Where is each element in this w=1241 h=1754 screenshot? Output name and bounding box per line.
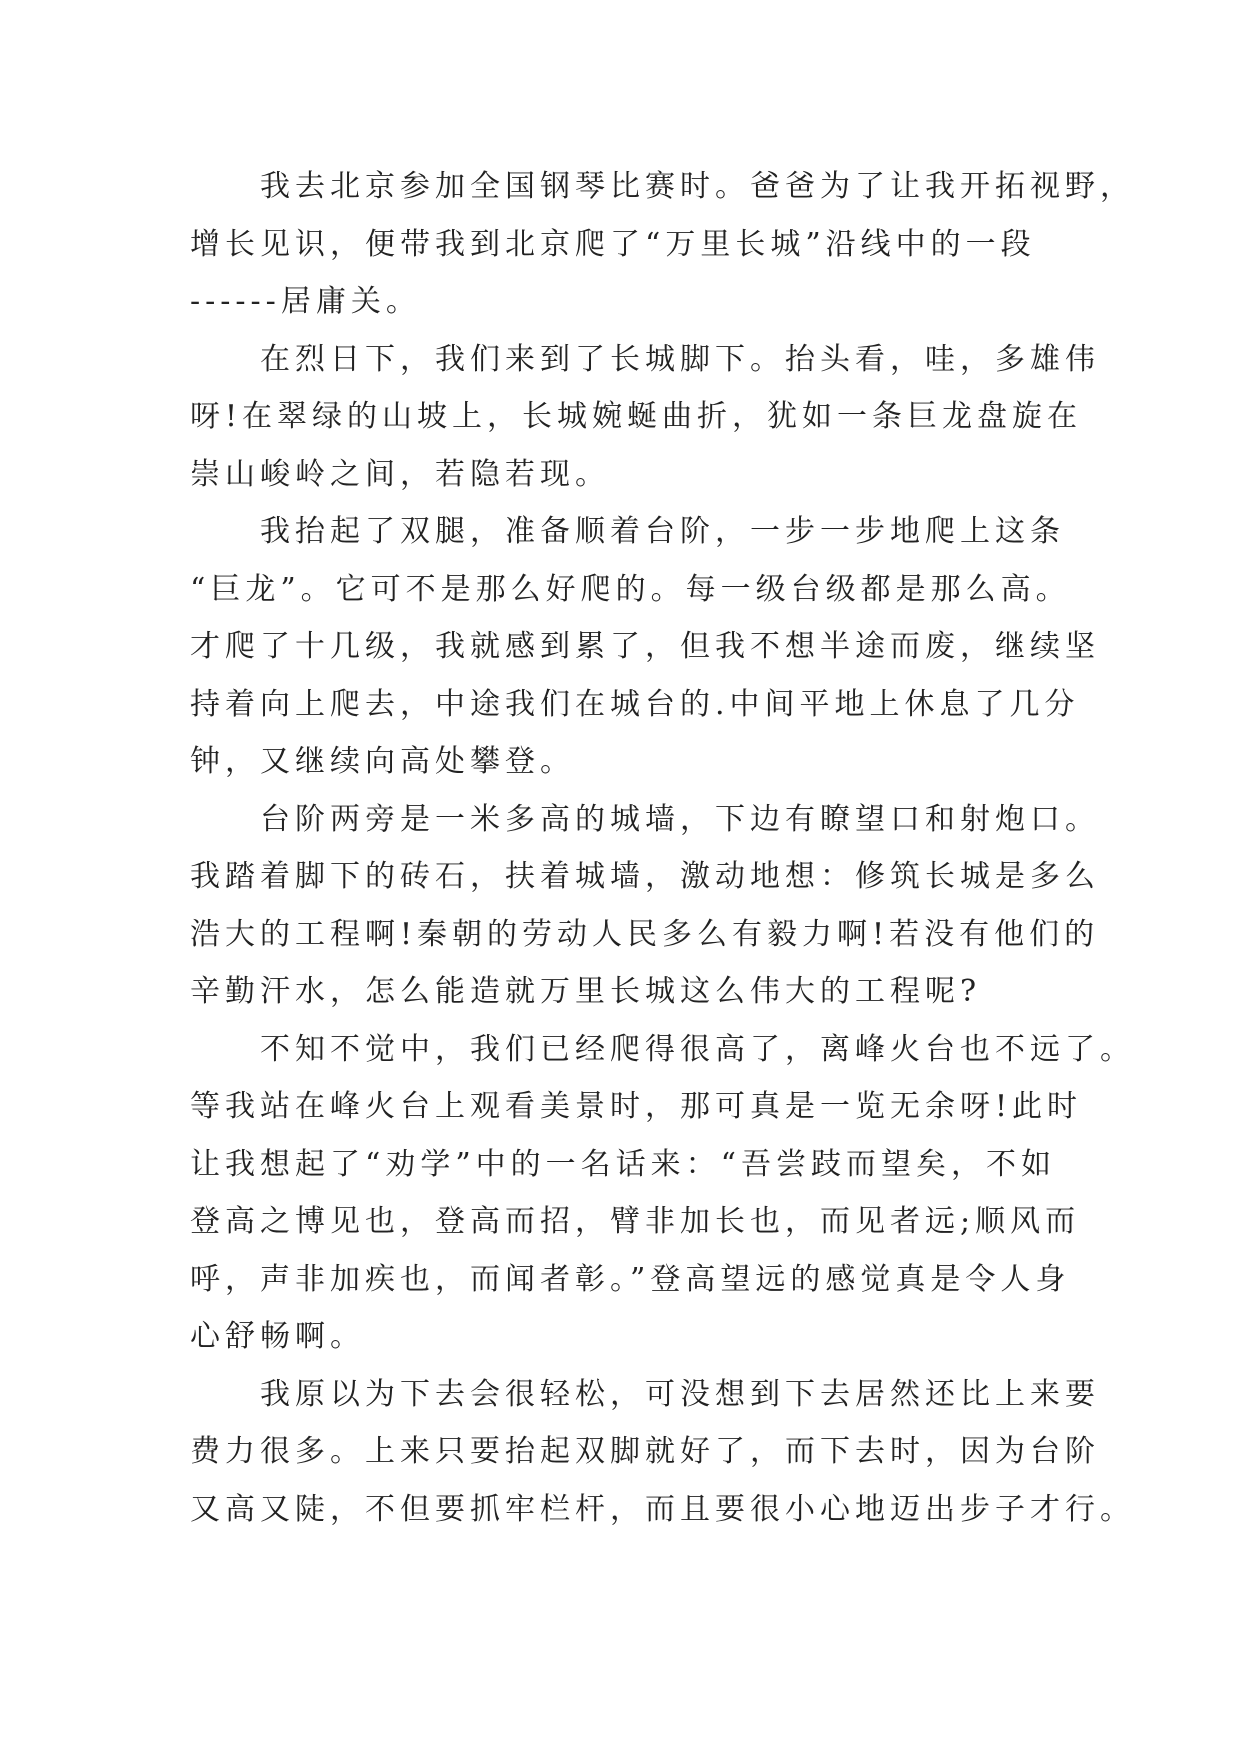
text-line: 辛勤汗水，怎么能造就万里长城这么伟大的工程呢?: [190, 974, 982, 1009]
article-body: [190, 158, 1135, 1538]
text-line: “巨龙”。它可不是那么好爬的。每一级台级都是那么高。: [190, 571, 1071, 607]
text-line: 心舒畅啊。: [190, 1319, 365, 1354]
text-line: 我抬起了双腿，准备顺着台阶，一步一步地爬上这条: [260, 514, 1065, 549]
text-line: 呼，声非加疾也，而闻者彰。”登高望远的感觉真是令人身: [190, 1261, 1071, 1297]
text-line: 崇山峻岭之间，若隐若现。: [190, 456, 610, 492]
paragraph-3: [190, 503, 1100, 791]
text-line: 我去北京参加全国钢琴比赛时。爸爸为了让我开拓视野，: [260, 169, 1135, 204]
text-line: 登高之博见也，登高而招，臂非加长也，而见者远;顺风而: [190, 1204, 1081, 1239]
text-line: 在烈日下，我们来到了长城脚下。抬头看，哇，多雄伟: [260, 341, 1100, 377]
text-line: 我原以为下去会很轻松，可没想到下去居然还比上来要: [260, 1376, 1100, 1412]
text-line: 费力很多。上来只要抬起双脚就好了，而下去时，因为台阶: [190, 1434, 1100, 1469]
paragraph-1: [190, 158, 1135, 331]
text-line: 台阶两旁是一米多高的城墙，下边有瞭望口和射炮口。: [260, 801, 1100, 837]
text-line: 等我站在峰火台上观看美景时，那可真是一览无余呀!此时: [190, 1089, 1083, 1124]
text-line: 浩大的工程啊!秦朝的劳动人民多么有毅力啊!若没有他们的: [190, 916, 1100, 952]
paragraph-4: [190, 791, 1100, 1021]
text-line: 才爬了十几级，我就感到累了，但我不想半途而废，继续坚: [190, 629, 1100, 664]
text-line: 呀!在翠绿的山坡上，长城婉蜒曲折，犹如一条巨龙盘旋在: [190, 399, 1083, 434]
text-line: 我踏着脚下的砖石，扶着城墙，激动地想：修筑长城是多么: [190, 859, 1100, 894]
text-line: 又高又陡，不但要抓牢栏杆，而且要很小心地迈出步子才行。: [190, 1491, 1135, 1527]
paragraph-2: [190, 331, 1100, 504]
text-line: ------居庸关。: [190, 284, 421, 319]
text-line: 增长见识，便带我到北京爬了“万里长城”沿线中的一段: [190, 226, 1036, 262]
text-line: 钟，又继续向高处攀登。: [190, 744, 575, 779]
paragraph-5: [190, 1021, 1135, 1366]
text-line: 不知不觉中，我们已经爬得很高了，离峰火台也不远了。: [260, 1031, 1135, 1067]
text-line: 让我想起了“劝学”中的一名话来：“吾尝跂而望矣，不如: [190, 1146, 1057, 1182]
paragraph-6: [190, 1366, 1135, 1539]
text-line: 持着向上爬去，中途我们在城台的.中间平地上休息了几分: [190, 686, 1080, 722]
